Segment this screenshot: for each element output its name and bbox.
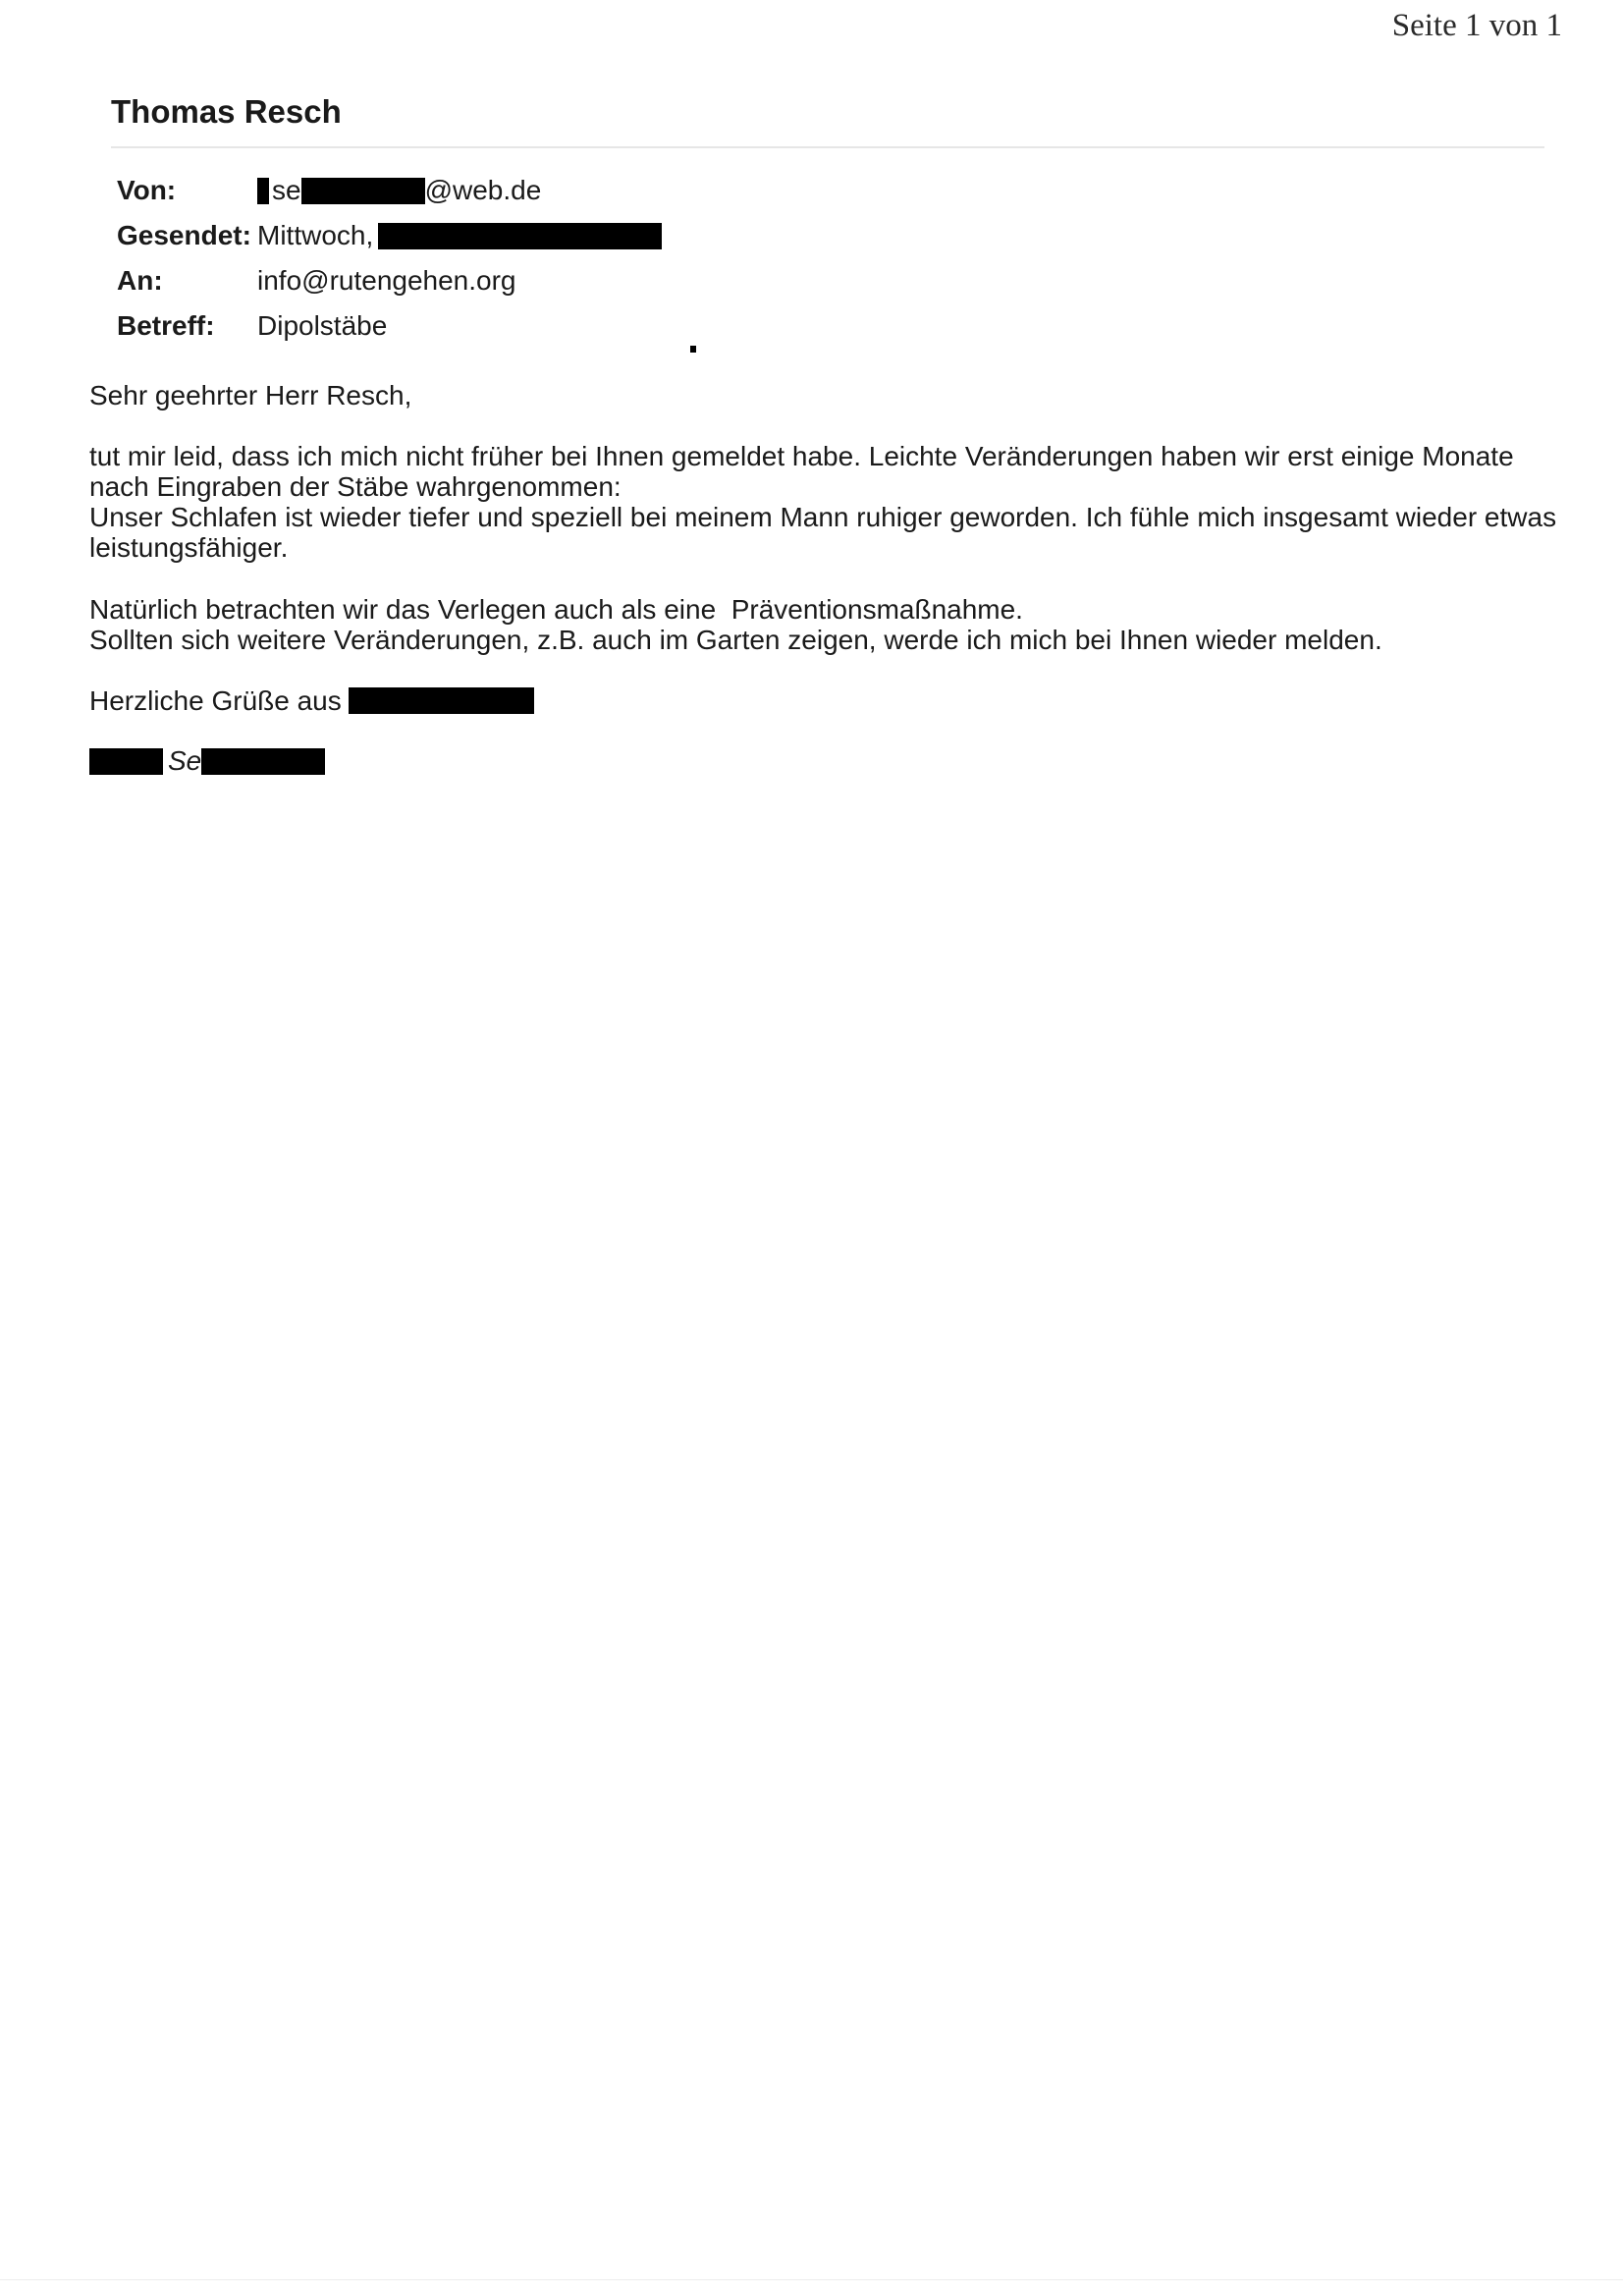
subject-label: Betreff: bbox=[117, 310, 215, 341]
sent-value-text: Mittwoch, bbox=[257, 220, 374, 250]
from-value-start: se bbox=[272, 175, 301, 205]
greeting-line: Sehr geehrter Herr Resch, bbox=[89, 380, 412, 410]
paragraph-line: tut mir leid, dass ich mich nicht früher bei Ihnen gemeldet habe. Leichte Veränderungen haben wir erst einige Monate bbox=[89, 441, 1514, 471]
redaction-bar bbox=[378, 223, 662, 249]
to-value: info@rutengehen.org bbox=[257, 265, 516, 296]
header-row-to bbox=[117, 258, 662, 303]
redaction-bar bbox=[349, 687, 534, 714]
header-row-sent bbox=[117, 213, 662, 258]
sent-label: Gesendet: bbox=[117, 220, 251, 250]
sender-name-heading: Thomas Resch bbox=[111, 93, 342, 130]
redaction-bar bbox=[89, 748, 163, 775]
signature-text: Se bbox=[168, 745, 202, 776]
signature bbox=[89, 745, 325, 777]
paragraph-line: Natürlich betrachten wir das Verlegen auch als eine Präventionsmaßnahme. bbox=[89, 594, 1023, 625]
scan-edge-line bbox=[0, 2279, 1623, 2280]
redaction-bar bbox=[201, 748, 325, 775]
paragraph-line: nach Eingraben der Stäbe wahrgenommen: bbox=[89, 471, 622, 502]
from-value bbox=[257, 175, 541, 206]
email-header bbox=[117, 168, 662, 349]
header-row-subject bbox=[117, 303, 662, 349]
closing-text: Herzliche Grüße aus bbox=[89, 685, 342, 716]
redaction-bar bbox=[257, 178, 269, 204]
from-label: Von: bbox=[117, 175, 177, 205]
to-label: An: bbox=[117, 265, 163, 296]
sent-value bbox=[257, 220, 662, 251]
header-row-from bbox=[117, 168, 662, 213]
header-divider bbox=[111, 146, 1544, 148]
paragraph-line: Sollten sich weitere Veränderungen, z.B. auch im Garten zeigen, werde ich mich bei Ihnen wieder melden. bbox=[89, 625, 1382, 655]
scan-speck bbox=[690, 346, 696, 353]
subject-value: Dipolstäbe bbox=[257, 310, 388, 341]
paragraph-2 bbox=[89, 594, 1382, 655]
redaction-bar bbox=[301, 178, 425, 204]
paragraph-1 bbox=[89, 441, 1556, 563]
page-number-label: Seite 1 von 1 bbox=[1391, 8, 1562, 43]
from-value-end: @web.de bbox=[424, 175, 542, 205]
paragraph-line: leistungsfähiger. bbox=[89, 532, 289, 563]
paragraph-line: Unser Schlafen ist wieder tiefer und speziell bei meinem Mann ruhiger geworden. Ich fühle mich insgesamt wieder etwas bbox=[89, 502, 1557, 532]
closing-line bbox=[89, 685, 534, 716]
